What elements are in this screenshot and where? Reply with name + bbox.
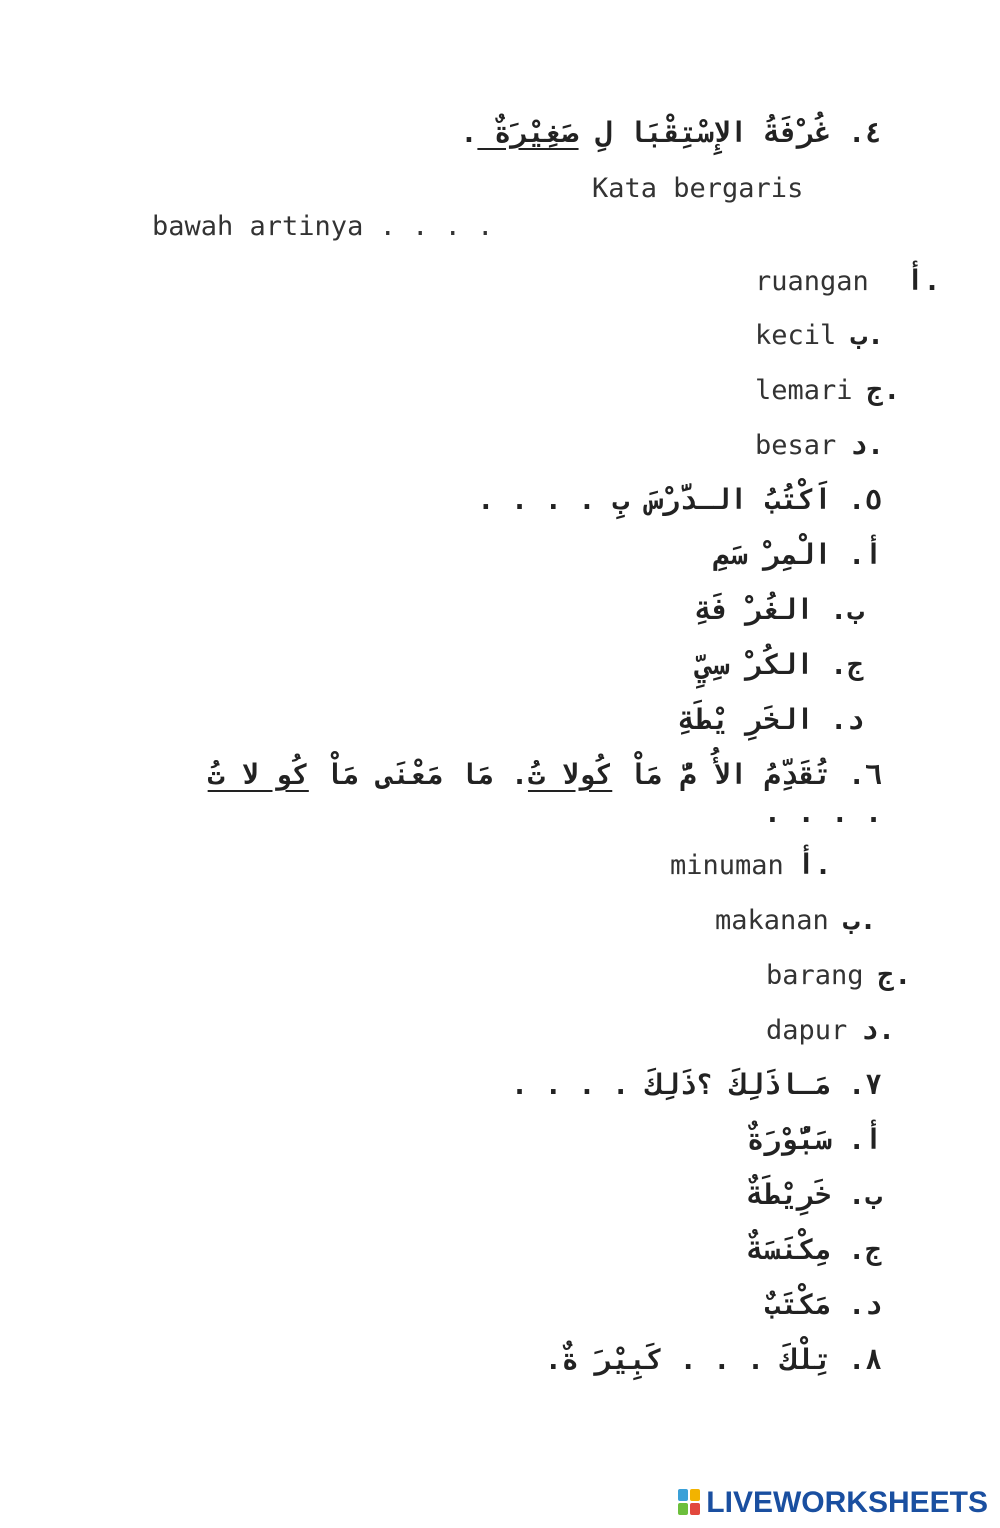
question-4-instruction-line-2: bawah artinya . . . . bbox=[152, 211, 494, 242]
question-6-number: ٦. bbox=[848, 758, 882, 791]
question-5-option-d[interactable] bbox=[679, 703, 864, 737]
question-7-option-c[interactable] bbox=[747, 1233, 882, 1267]
question-5-option-b[interactable] bbox=[695, 593, 864, 627]
question-6-underlined-1: كُولا تُ bbox=[527, 758, 613, 791]
option-letter: ب. bbox=[842, 903, 877, 936]
liveworksheets-brand-text: LIVEWORKSHEETS bbox=[706, 1486, 988, 1519]
liveworksheets-logo-icon bbox=[678, 1489, 702, 1517]
option-text: مِكْنَسَةٌ bbox=[747, 1233, 832, 1266]
question-7-text: مَـاذَلِكَ ؟ذَلِكَ . . . . bbox=[511, 1068, 832, 1101]
option-letter: أ. bbox=[848, 538, 882, 571]
option-letter: ج. bbox=[866, 373, 901, 406]
liveworksheets-logo bbox=[678, 1486, 988, 1520]
option-text: خَرِيْطَةٌ bbox=[747, 1178, 832, 1211]
question-7-option-a[interactable] bbox=[747, 1123, 882, 1157]
question-6-option-c[interactable] bbox=[766, 958, 911, 993]
option-letter: أ. bbox=[797, 848, 832, 881]
option-text: kecil bbox=[755, 320, 837, 351]
option-text: الْمِرْ سَمِ bbox=[713, 538, 832, 571]
question-5-text: اَكْتُبُ الـدَّرْسَ بِ . . . . bbox=[477, 483, 832, 516]
question-4-option-a[interactable] bbox=[755, 264, 941, 299]
option-text: barang bbox=[766, 960, 864, 991]
option-letter: ب. bbox=[830, 593, 864, 626]
question-4-period: . bbox=[460, 116, 478, 149]
question-4-number: ٤. bbox=[848, 116, 882, 149]
option-letter: أ. bbox=[906, 264, 941, 297]
option-text: lemari bbox=[755, 375, 853, 406]
option-text: الغُرْ فَةِ bbox=[695, 593, 814, 626]
option-letter: ج. bbox=[848, 1233, 882, 1266]
option-letter: د. bbox=[830, 703, 864, 736]
question-6-text-1: تُقَدِّمُ الأُ مُّ مَاْ bbox=[612, 758, 832, 791]
option-letter: ج. bbox=[830, 648, 864, 681]
option-text: سَبُّوْرَةٌ bbox=[747, 1123, 832, 1156]
question-4-instruction-line-1: Kata bergaris bbox=[592, 173, 804, 204]
question-4-option-c[interactable] bbox=[755, 373, 900, 408]
option-letter: د. bbox=[848, 1288, 882, 1321]
question-4-option-b[interactable] bbox=[755, 318, 884, 353]
option-text: makanan bbox=[715, 905, 829, 936]
option-letter: ج. bbox=[877, 958, 912, 991]
option-letter: ب. bbox=[850, 318, 884, 351]
question-5-option-c[interactable] bbox=[695, 648, 864, 682]
question-6-text-2: . مَا مَعْنَى مَاْ bbox=[308, 758, 528, 791]
question-8-text: تِلْكَ . . . كَبِيْرَ ةٌ. bbox=[544, 1343, 832, 1376]
option-letter: ب. bbox=[848, 1178, 882, 1211]
question-7-number: ٧. bbox=[848, 1068, 882, 1101]
question-6-option-a[interactable] bbox=[670, 848, 832, 883]
question-7-option-d[interactable] bbox=[764, 1288, 882, 1322]
question-6 bbox=[208, 758, 882, 792]
option-text: الكُرْ سِيِّ bbox=[695, 648, 814, 681]
option-text: الخَرِ يْطَةِ bbox=[678, 703, 814, 736]
question-5-option-a[interactable] bbox=[713, 538, 882, 572]
question-6-underlined-2: كُو لا تُ bbox=[207, 758, 309, 791]
option-text: ruangan bbox=[755, 266, 869, 297]
question-4-option-d[interactable] bbox=[755, 428, 884, 463]
option-text: minuman bbox=[670, 850, 784, 881]
question-4-underlined-word: صَغِيْرَةٌ bbox=[477, 116, 579, 149]
question-7 bbox=[511, 1068, 882, 1102]
question-4 bbox=[461, 116, 882, 150]
question-4-text: غُرْفَةُ الإِسْتِقْبَا لِ bbox=[578, 116, 832, 149]
option-text: besar bbox=[755, 430, 837, 461]
question-8 bbox=[545, 1343, 882, 1377]
option-letter: أ. bbox=[848, 1123, 882, 1156]
question-6-option-b[interactable] bbox=[715, 903, 877, 938]
question-8-number: ٨. bbox=[848, 1343, 882, 1376]
question-6-option-d[interactable] bbox=[766, 1013, 895, 1048]
option-letter: د. bbox=[861, 1013, 895, 1046]
question-5 bbox=[477, 483, 882, 517]
option-letter: د. bbox=[850, 428, 884, 461]
question-6-ellipsis: . . . . bbox=[763, 796, 882, 829]
question-5-number: ٥. bbox=[848, 483, 882, 516]
option-text: dapur bbox=[766, 1015, 848, 1046]
question-7-option-b[interactable] bbox=[747, 1178, 882, 1212]
option-text: مَكْتَبٌ bbox=[763, 1288, 832, 1321]
